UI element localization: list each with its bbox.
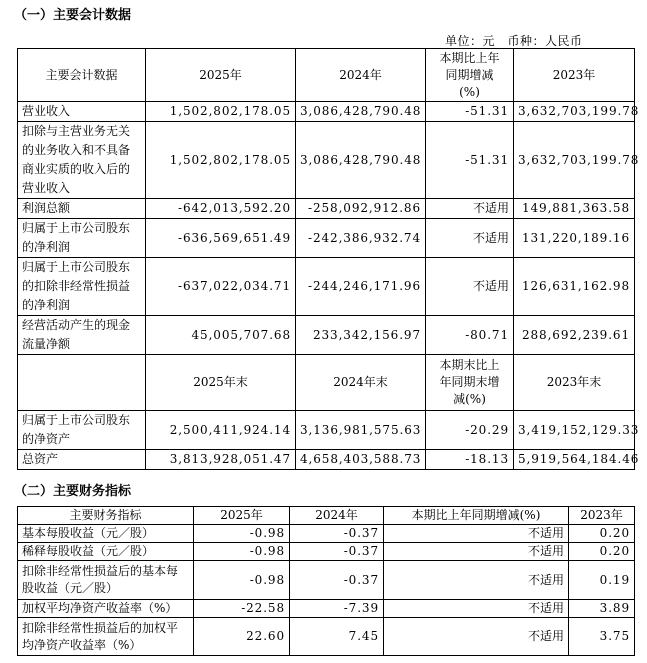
cell-value: -7.39 <box>290 600 384 618</box>
cell-value: 3.89 <box>569 600 635 618</box>
header-cell: 2024年 <box>290 507 384 525</box>
row-label: 稀释每股收益（元／股） <box>18 543 194 561</box>
row-label: 归属于上市公司股东的净资产 <box>18 411 146 450</box>
cell-value: 1,502,802,178.05 <box>146 122 296 199</box>
row-label: 加权平均净资产收益率（%） <box>18 600 194 618</box>
cell-value: -51.31 <box>426 122 514 199</box>
table-row <box>18 450 635 470</box>
cell-value: 7.45 <box>290 618 384 656</box>
cell-value: -0.37 <box>290 543 384 561</box>
financial-indicators-table <box>17 506 635 656</box>
cell-value: 不适用 <box>384 600 569 618</box>
cell-value: 3,632,703,199.78 <box>514 122 635 199</box>
cell-value: 不适用 <box>384 618 569 656</box>
cell-value: -22.58 <box>194 600 290 618</box>
cell-value: -642,013,592.20 <box>146 199 296 219</box>
cell-value: 22.60 <box>194 618 290 656</box>
cell-value: 0.20 <box>569 525 635 543</box>
table-header-row <box>18 49 635 102</box>
table-row <box>18 618 635 656</box>
row-label: 归属于上市公司股东的扣除非经常性损益的净利润 <box>18 258 146 316</box>
cell-value: -0.98 <box>194 561 290 600</box>
cell-value: -244,246,171.96 <box>296 258 426 316</box>
table-row <box>18 316 635 355</box>
row-label: 营业收入 <box>18 102 146 122</box>
cell-value: 5,919,564,184.46 <box>514 450 635 470</box>
cell-value: 1,502,802,178.05 <box>146 102 296 122</box>
row-label: 经营活动产生的现金流量净额 <box>18 316 146 355</box>
cell-value: 3,419,152,129.33 <box>514 411 635 450</box>
cell-value: 2,500,411,924.14 <box>146 411 296 450</box>
cell-value: 3,813,928,051.47 <box>146 450 296 470</box>
row-label: 归属于上市公司股东的净利润 <box>18 219 146 258</box>
cell-value: 288,692,239.61 <box>514 316 635 355</box>
table-row <box>18 258 635 316</box>
cell-value: 不适用 <box>384 561 569 600</box>
cell-value: 3,086,428,790.48 <box>296 122 426 199</box>
table-header-row <box>18 507 635 525</box>
cell-value: 4,658,403,588.73 <box>296 450 426 470</box>
cell-value: -18.13 <box>426 450 514 470</box>
header-cell: 2025年 <box>146 49 296 102</box>
table-row <box>18 122 635 199</box>
header-cell: 本期比上年同期增减(%) <box>384 507 569 525</box>
cell-value: -0.98 <box>194 543 290 561</box>
cell-value: -51.31 <box>426 102 514 122</box>
row-label: 利润总额 <box>18 199 146 219</box>
cell-value: 3,086,428,790.48 <box>296 102 426 122</box>
header-cell: 2023年 <box>569 507 635 525</box>
section-title-accounting-data: （一）主要会计数据 <box>14 8 132 23</box>
header-cell: 2023年末 <box>514 355 635 411</box>
row-label: 扣除与主营业务无关的业务收入和不具备商业实质的收入后的营业收入 <box>18 122 146 199</box>
table-row <box>18 219 635 258</box>
cell-value: -637,022,034.71 <box>146 258 296 316</box>
cell-value: -0.98 <box>194 525 290 543</box>
cell-value: 3.75 <box>569 618 635 656</box>
cell-value: -0.37 <box>290 525 384 543</box>
cell-value: 233,342,156.97 <box>296 316 426 355</box>
cell-value: -20.29 <box>426 411 514 450</box>
header-cell: 2025年 <box>194 507 290 525</box>
header-cell: 2024年 <box>296 49 426 102</box>
header-cell <box>18 355 146 411</box>
row-label: 基本每股收益（元／股） <box>18 525 194 543</box>
cell-value: 不适用 <box>384 525 569 543</box>
cell-value: 131,220,189.16 <box>514 219 635 258</box>
row-label: 扣除非经常性损益后的基本每股收益（元／股） <box>18 561 194 600</box>
cell-value: -0.37 <box>290 561 384 600</box>
cell-value: 0.20 <box>569 543 635 561</box>
header-cell: 2024年末 <box>296 355 426 411</box>
unit-currency-note: 单位：元 币种：人民币 <box>445 34 583 48</box>
header-cell: 主要财务指标 <box>18 507 194 525</box>
header-cell: 2023年 <box>514 49 635 102</box>
header-cell: 本期比上年 同期增减 (%) <box>426 49 514 102</box>
cell-value: 不适用 <box>426 199 514 219</box>
section-title-financial-indicators: （二）主要财务指标 <box>14 484 132 499</box>
cell-value: 3,136,981,575.63 <box>296 411 426 450</box>
cell-value: 不适用 <box>426 258 514 316</box>
row-label: 总资产 <box>18 450 146 470</box>
table-row <box>18 199 635 219</box>
table-row <box>18 600 635 618</box>
cell-value: 0.19 <box>569 561 635 600</box>
cell-value: -258,092,912.86 <box>296 199 426 219</box>
cell-value: 不适用 <box>426 219 514 258</box>
cell-value: 126,631,162.98 <box>514 258 635 316</box>
cell-value: -636,569,651.49 <box>146 219 296 258</box>
cell-value: -242,386,932.74 <box>296 219 426 258</box>
row-label: 扣除非经常性损益后的加权平均净资产收益率（%） <box>18 618 194 656</box>
accounting-data-table <box>17 48 640 470</box>
table-subheader-row <box>18 355 635 411</box>
header-cell: 2025年末 <box>146 355 296 411</box>
table-row <box>18 561 635 600</box>
header-cell: 本期末比上 年同期末增 减(%) <box>426 355 514 411</box>
cell-value: 45,005,707.68 <box>146 316 296 355</box>
cell-value: 149,881,363.58 <box>514 199 635 219</box>
cell-value: -80.71 <box>426 316 514 355</box>
table-row <box>18 411 635 450</box>
table-row <box>18 525 635 543</box>
table-row <box>18 102 635 122</box>
cell-value: 不适用 <box>384 543 569 561</box>
table-row <box>18 543 635 561</box>
header-cell: 主要会计数据 <box>18 49 146 102</box>
cell-value: 3,632,703,199.78 <box>514 102 635 122</box>
